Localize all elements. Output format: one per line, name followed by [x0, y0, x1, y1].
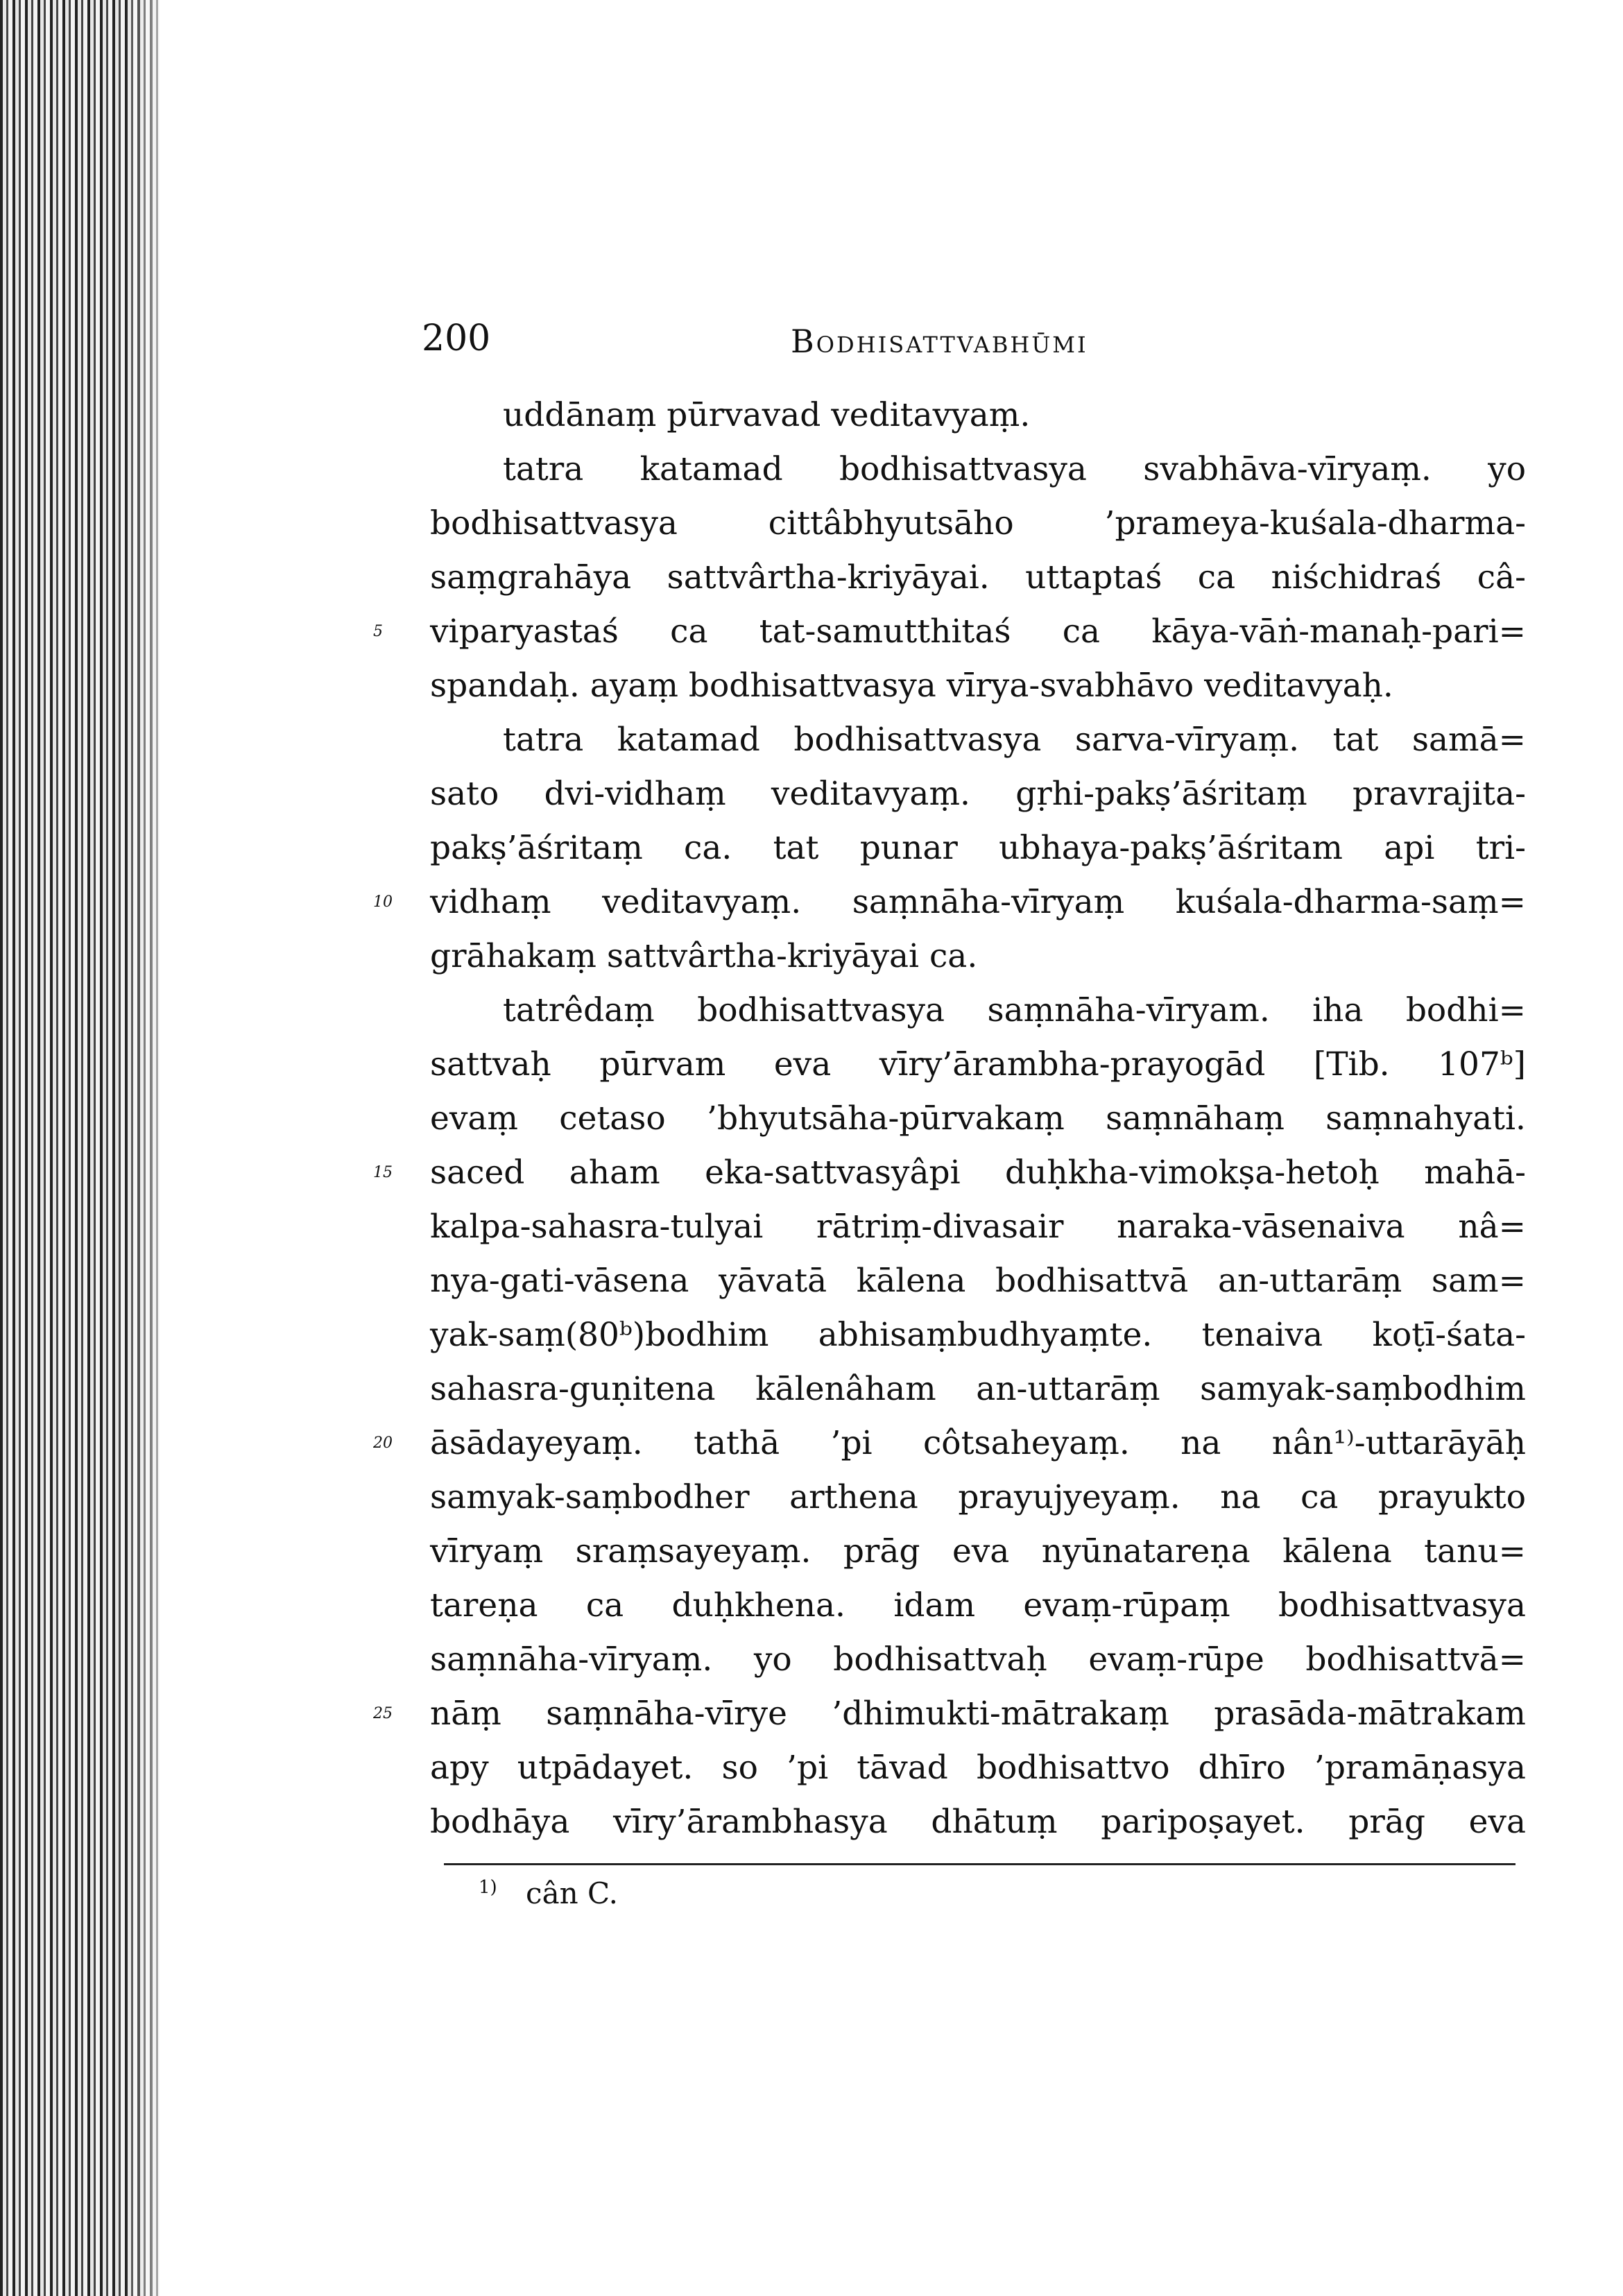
text-line: nāṃ saṃnāha-vīrye ’dhimukti-mātrakaṃ prasāda-mātrakam: [430, 1695, 1526, 1733]
text-line: tatra katamad bodhisattvasya svabhāva-vīryaṃ. yo: [503, 450, 1526, 488]
binding-shadow: [125, 0, 187, 2296]
text-line: nya-gati-vāsena yāvatā kālena bodhisattvā an-uttarāṃ sam=: [430, 1262, 1526, 1300]
text-line: sattvaḥ pūrvam eva vīry’ārambha-prayogād [Tib. 107ᵇ]: [430, 1045, 1526, 1083]
text-line: samyak-saṃbodher arthena prayujyeyaṃ. na ca prayukto: [430, 1478, 1526, 1516]
text-line: saṃnāha-vīryaṃ. yo bodhisattvaḥ evaṃ-rūpe bodhisattvā=: [430, 1640, 1526, 1679]
text-line: saṃgrahāya sattvârtha-kriyāyai. uttaptaś ca niśchidraś câ-: [430, 558, 1526, 597]
footnote-text: cân C.: [526, 1876, 618, 1910]
text-line: pakṣ’āśritaṃ ca. tat punar ubhaya-pakṣ’āśritam api tri-: [430, 829, 1526, 867]
text-line: sahasra-guṇitena kālenâham an-uttarāṃ samyak-saṃbodhim: [430, 1370, 1526, 1408]
page-number: 200: [422, 318, 491, 359]
margin-line-number: 15: [373, 1164, 393, 1181]
text-line: tatra katamad bodhisattvasya sarva-vīryaṃ. tat samā=: [503, 721, 1526, 759]
body-text: [430, 388, 1526, 1849]
margin-line-number: 20: [373, 1434, 393, 1452]
margin-line-number: 5: [373, 623, 383, 640]
text-line: saced aham eka-sattvasyâpi duḥkha-vimokṣa-hetoḥ mahā-: [430, 1154, 1526, 1192]
text-line: grāhakaṃ sattvârtha-kriyāyai ca.: [430, 937, 978, 975]
text-line: uddānaṃ pūrvavad veditavyaṃ.: [503, 396, 1031, 434]
running-head: Bodhisattvabhūmi: [791, 323, 1088, 360]
margin-line-number: 10: [373, 893, 393, 911]
text-line: viparyastaś ca tat-samutthitaś ca kāya-vāṅ-manaḥ-pari=: [430, 612, 1526, 651]
text-line: vidhaṃ veditavyaṃ. saṃnāha-vīryaṃ kuśala-dharma-saṃ=: [430, 883, 1526, 921]
margin-line-number: 25: [373, 1705, 393, 1722]
text-line: vīryaṃ sraṃsayeyaṃ. prāg eva nyūnatareṇa kālena tanu=: [430, 1532, 1526, 1570]
text-line: bodhisattvasya cittâbhyutsāho ’prameya-kuśala-dharma-: [430, 504, 1526, 542]
text-line: evaṃ cetaso ’bhyutsāha-pūrvakaṃ saṃnāhaṃ saṃnahyati.: [430, 1099, 1526, 1138]
text-line: spandaḥ. ayaṃ bodhisattvasya vīrya-svabhāvo veditavyaḥ.: [430, 667, 1393, 705]
footnote: [479, 1873, 618, 1914]
text-line: āsādayeyaṃ. tathā ’pi côtsaheyaṃ. na nân¹⁾-uttarāyāḥ: [430, 1424, 1526, 1462]
text-line: yak-saṃ(80ᵇ)bodhim abhisaṃbudhyaṃte. tenaiva koṭī-śata-: [430, 1316, 1526, 1354]
text-line: tareṇa ca duḥkhena. idam evaṃ-rūpaṃ bodhisattvasya: [430, 1586, 1526, 1625]
footnote-marker: 1): [479, 1877, 497, 1898]
text-line: bodhāya vīry’ārambhasya dhātuṃ paripoṣayet. prāg eva: [430, 1803, 1526, 1841]
text-line: sato dvi-vidhaṃ veditavyaṃ. gṛhi-pakṣ’āśritaṃ pravrajita-: [430, 775, 1526, 813]
text-line: kalpa-sahasra-tulyai rātriṃ-divasair naraka-vāsenaiva nâ=: [430, 1208, 1526, 1246]
footnote-rule: [444, 1863, 1515, 1865]
text-line: tatrêdaṃ bodhisattvasya saṃnāha-vīryam. iha bodhi=: [503, 991, 1526, 1029]
text-line: apy utpādayet. so ’pi tāvad bodhisattvo dhīro ’pramāṇasya: [430, 1749, 1526, 1787]
